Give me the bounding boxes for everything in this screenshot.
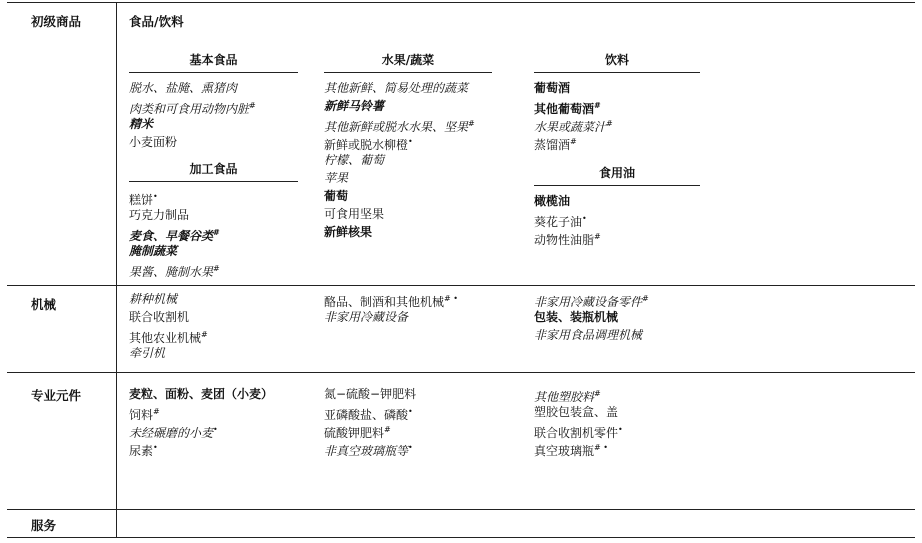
list-item: [324, 79, 492, 97]
item-marker: #: [213, 228, 219, 237]
list-item: [534, 385, 623, 403]
list-item: [534, 115, 700, 133]
item-text: 葡萄: [324, 189, 349, 203]
item-text: 塑胶包装盒、盖: [534, 405, 619, 419]
item-text: 非家用食品调理机械: [534, 328, 643, 342]
edible-oil-list: [534, 192, 700, 246]
processed-food-list: [129, 188, 298, 278]
food-beverage-title: 食品/饮料: [129, 14, 184, 29]
list-item: [534, 290, 649, 308]
item-marker: #: [249, 101, 256, 110]
list-item: [534, 192, 700, 210]
item-marker: #: [594, 389, 601, 398]
item-text: 动物性油脂: [534, 233, 595, 247]
item-text: 其他新鲜或脱水水果、坚果: [324, 120, 469, 134]
machinery-list-2: [324, 290, 458, 326]
list-item: [129, 290, 208, 308]
machinery-column-1: [129, 290, 208, 362]
item-text: 橄榄油: [534, 194, 571, 208]
list-item: [129, 326, 208, 344]
list-item: [324, 439, 416, 457]
machinery-column-3: [534, 290, 649, 344]
list-item: [534, 326, 649, 344]
edible-oil-column: [534, 164, 700, 246]
item-text: 柠檬、葡萄: [324, 153, 385, 167]
bottom-rule: [7, 537, 915, 538]
item-text: 氮−硫酸−钾肥料: [324, 387, 417, 401]
edible-oil-heading: 食用油: [534, 164, 700, 186]
item-text: 硫酸钾肥料: [324, 426, 385, 440]
item-text: 非家用冷藏设备: [324, 310, 409, 324]
list-item: [324, 223, 492, 241]
list-item: [324, 133, 492, 151]
list-item: [324, 187, 492, 205]
column-divider: [116, 3, 117, 537]
processed-food-heading: 加工食品: [129, 160, 298, 182]
item-text: 苹果: [324, 171, 349, 185]
list-item: [324, 308, 458, 326]
item-text: 蒸馏酒: [534, 138, 571, 152]
item-text: 真空玻璃瓶: [534, 444, 595, 458]
fruit-veg-list: [324, 79, 492, 241]
beverage-list: [534, 79, 700, 151]
fruit-veg-heading: 水果/蔬菜: [324, 51, 492, 73]
item-marker: •: [408, 443, 413, 452]
list-item: [324, 115, 492, 133]
list-item: [534, 210, 700, 228]
list-item: [534, 133, 700, 151]
item-marker: •: [153, 443, 158, 452]
item-marker: #: [606, 119, 613, 128]
item-marker: #: [468, 119, 475, 128]
item-marker: #: [384, 425, 391, 434]
fruit-veg-column: [324, 51, 492, 241]
item-text: 亚磷酸盐、磷酸: [324, 408, 409, 422]
item-marker: •: [408, 137, 413, 146]
item-marker: #: [594, 232, 601, 241]
list-item: [534, 79, 700, 97]
item-text: 腌制蔬菜: [129, 244, 178, 258]
item-text: 巧克力制品: [129, 208, 190, 222]
item-text: 肉类和可食用动物内脏: [129, 102, 250, 116]
item-marker: •: [618, 425, 623, 434]
item-marker: #: [213, 264, 220, 273]
item-text: 非真空玻璃瓶等: [324, 444, 409, 458]
list-item: [324, 151, 492, 169]
item-marker: #: [594, 101, 601, 110]
row-rule-machinery: [7, 285, 915, 286]
list-item: [129, 97, 298, 115]
basic-food-heading: 基本食品: [129, 51, 298, 73]
list-item: [129, 344, 208, 362]
item-text: 新鲜核果: [324, 225, 373, 239]
top-rule: [7, 2, 915, 3]
components-list-2: [324, 385, 416, 457]
item-text: 脱水、盐腌、熏猪肉: [129, 81, 238, 95]
item-text: 其他农业机械: [129, 331, 202, 345]
item-text: 饲料: [129, 408, 154, 422]
list-item: [534, 228, 700, 246]
item-text: 新鲜马铃薯: [324, 99, 385, 113]
list-item: [129, 439, 273, 457]
item-text: 未经碾磨的小麦: [129, 426, 214, 440]
machinery-list-1: [129, 290, 208, 362]
row-label-machinery: 机械: [31, 297, 57, 312]
list-item: [324, 169, 492, 187]
item-marker: •: [213, 425, 218, 434]
item-marker: #: [201, 330, 208, 339]
list-item: [129, 403, 273, 421]
components-column-1: [129, 385, 273, 457]
item-text: 麦食、早餐谷类: [129, 229, 214, 243]
item-text: 水果或蔬菜汁: [534, 120, 607, 134]
basic-food-list: [129, 79, 298, 151]
list-item: [129, 224, 298, 242]
item-marker: # •: [594, 443, 608, 452]
list-item: [129, 79, 298, 97]
item-text: 耕种机械: [129, 292, 178, 306]
list-item: [129, 115, 298, 133]
item-text: 糕饼: [129, 193, 154, 207]
row-label-services: 服务: [31, 518, 57, 533]
item-text: 新鲜或脱水柳橙: [324, 138, 409, 152]
components-list-1: [129, 385, 273, 457]
item-marker: •: [408, 407, 413, 416]
list-item: [324, 421, 416, 439]
item-text: 精米: [129, 117, 154, 131]
item-text: 葡萄酒: [534, 81, 571, 95]
item-text: 其他新鲜、简易处理的蔬菜: [324, 81, 469, 95]
list-item: [324, 385, 416, 403]
list-item: [324, 290, 458, 308]
item-marker: •: [582, 214, 587, 223]
item-text: 可食用坚果: [324, 207, 385, 221]
list-item: [129, 242, 298, 260]
item-text: 联合收割机: [129, 310, 190, 324]
beverage-column: [534, 51, 700, 151]
list-item: [534, 421, 623, 439]
basic-food-column: [129, 51, 298, 151]
row-label-components: 专业元件: [31, 388, 82, 403]
list-item: [534, 97, 700, 115]
item-text: 麦粒、面粉、麦团（小麦）: [129, 387, 274, 401]
item-text: 包装、装瓶机械: [534, 310, 619, 324]
list-item: [129, 260, 298, 278]
item-text: 果酱、腌制水果: [129, 265, 214, 279]
list-item: [129, 421, 273, 439]
machinery-list-3: [534, 290, 649, 344]
item-marker: #: [570, 137, 577, 146]
item-text: 酪品、制酒和其他机械: [324, 295, 445, 309]
machinery-column-2: [324, 290, 458, 326]
list-item: [534, 403, 623, 421]
item-marker: #: [153, 407, 160, 416]
list-item: [324, 205, 492, 223]
beverage-heading: 饮料: [534, 51, 700, 73]
item-marker: •: [153, 192, 158, 201]
item-text: 小麦面粉: [129, 135, 178, 149]
list-item: [129, 188, 298, 206]
components-column-3: [534, 385, 623, 457]
list-item: [324, 403, 416, 421]
components-list-3: [534, 385, 623, 457]
list-item: [129, 206, 298, 224]
list-item: [534, 439, 623, 457]
processed-food-column: [129, 160, 298, 278]
item-text: 其他葡萄酒: [534, 102, 595, 116]
item-text: 牵引机: [129, 346, 166, 360]
item-text: 联合收割机零件: [534, 426, 619, 440]
list-item: [129, 385, 273, 403]
list-item: [324, 97, 492, 115]
item-text: 非家用冷藏设备零件: [534, 295, 643, 309]
components-column-2: [324, 385, 416, 457]
item-marker: #: [642, 294, 649, 303]
item-text: 其他塑胶料: [534, 390, 595, 404]
list-item: [129, 133, 298, 151]
row-rule-components: [7, 372, 915, 373]
item-marker: # •: [444, 294, 458, 303]
list-item: [534, 308, 649, 326]
list-item: [129, 308, 208, 326]
row-label-primary: 初级商品: [31, 14, 82, 29]
row-rule-services: [7, 509, 915, 510]
item-text: 尿素: [129, 444, 154, 458]
item-text: 葵花子油: [534, 215, 583, 229]
